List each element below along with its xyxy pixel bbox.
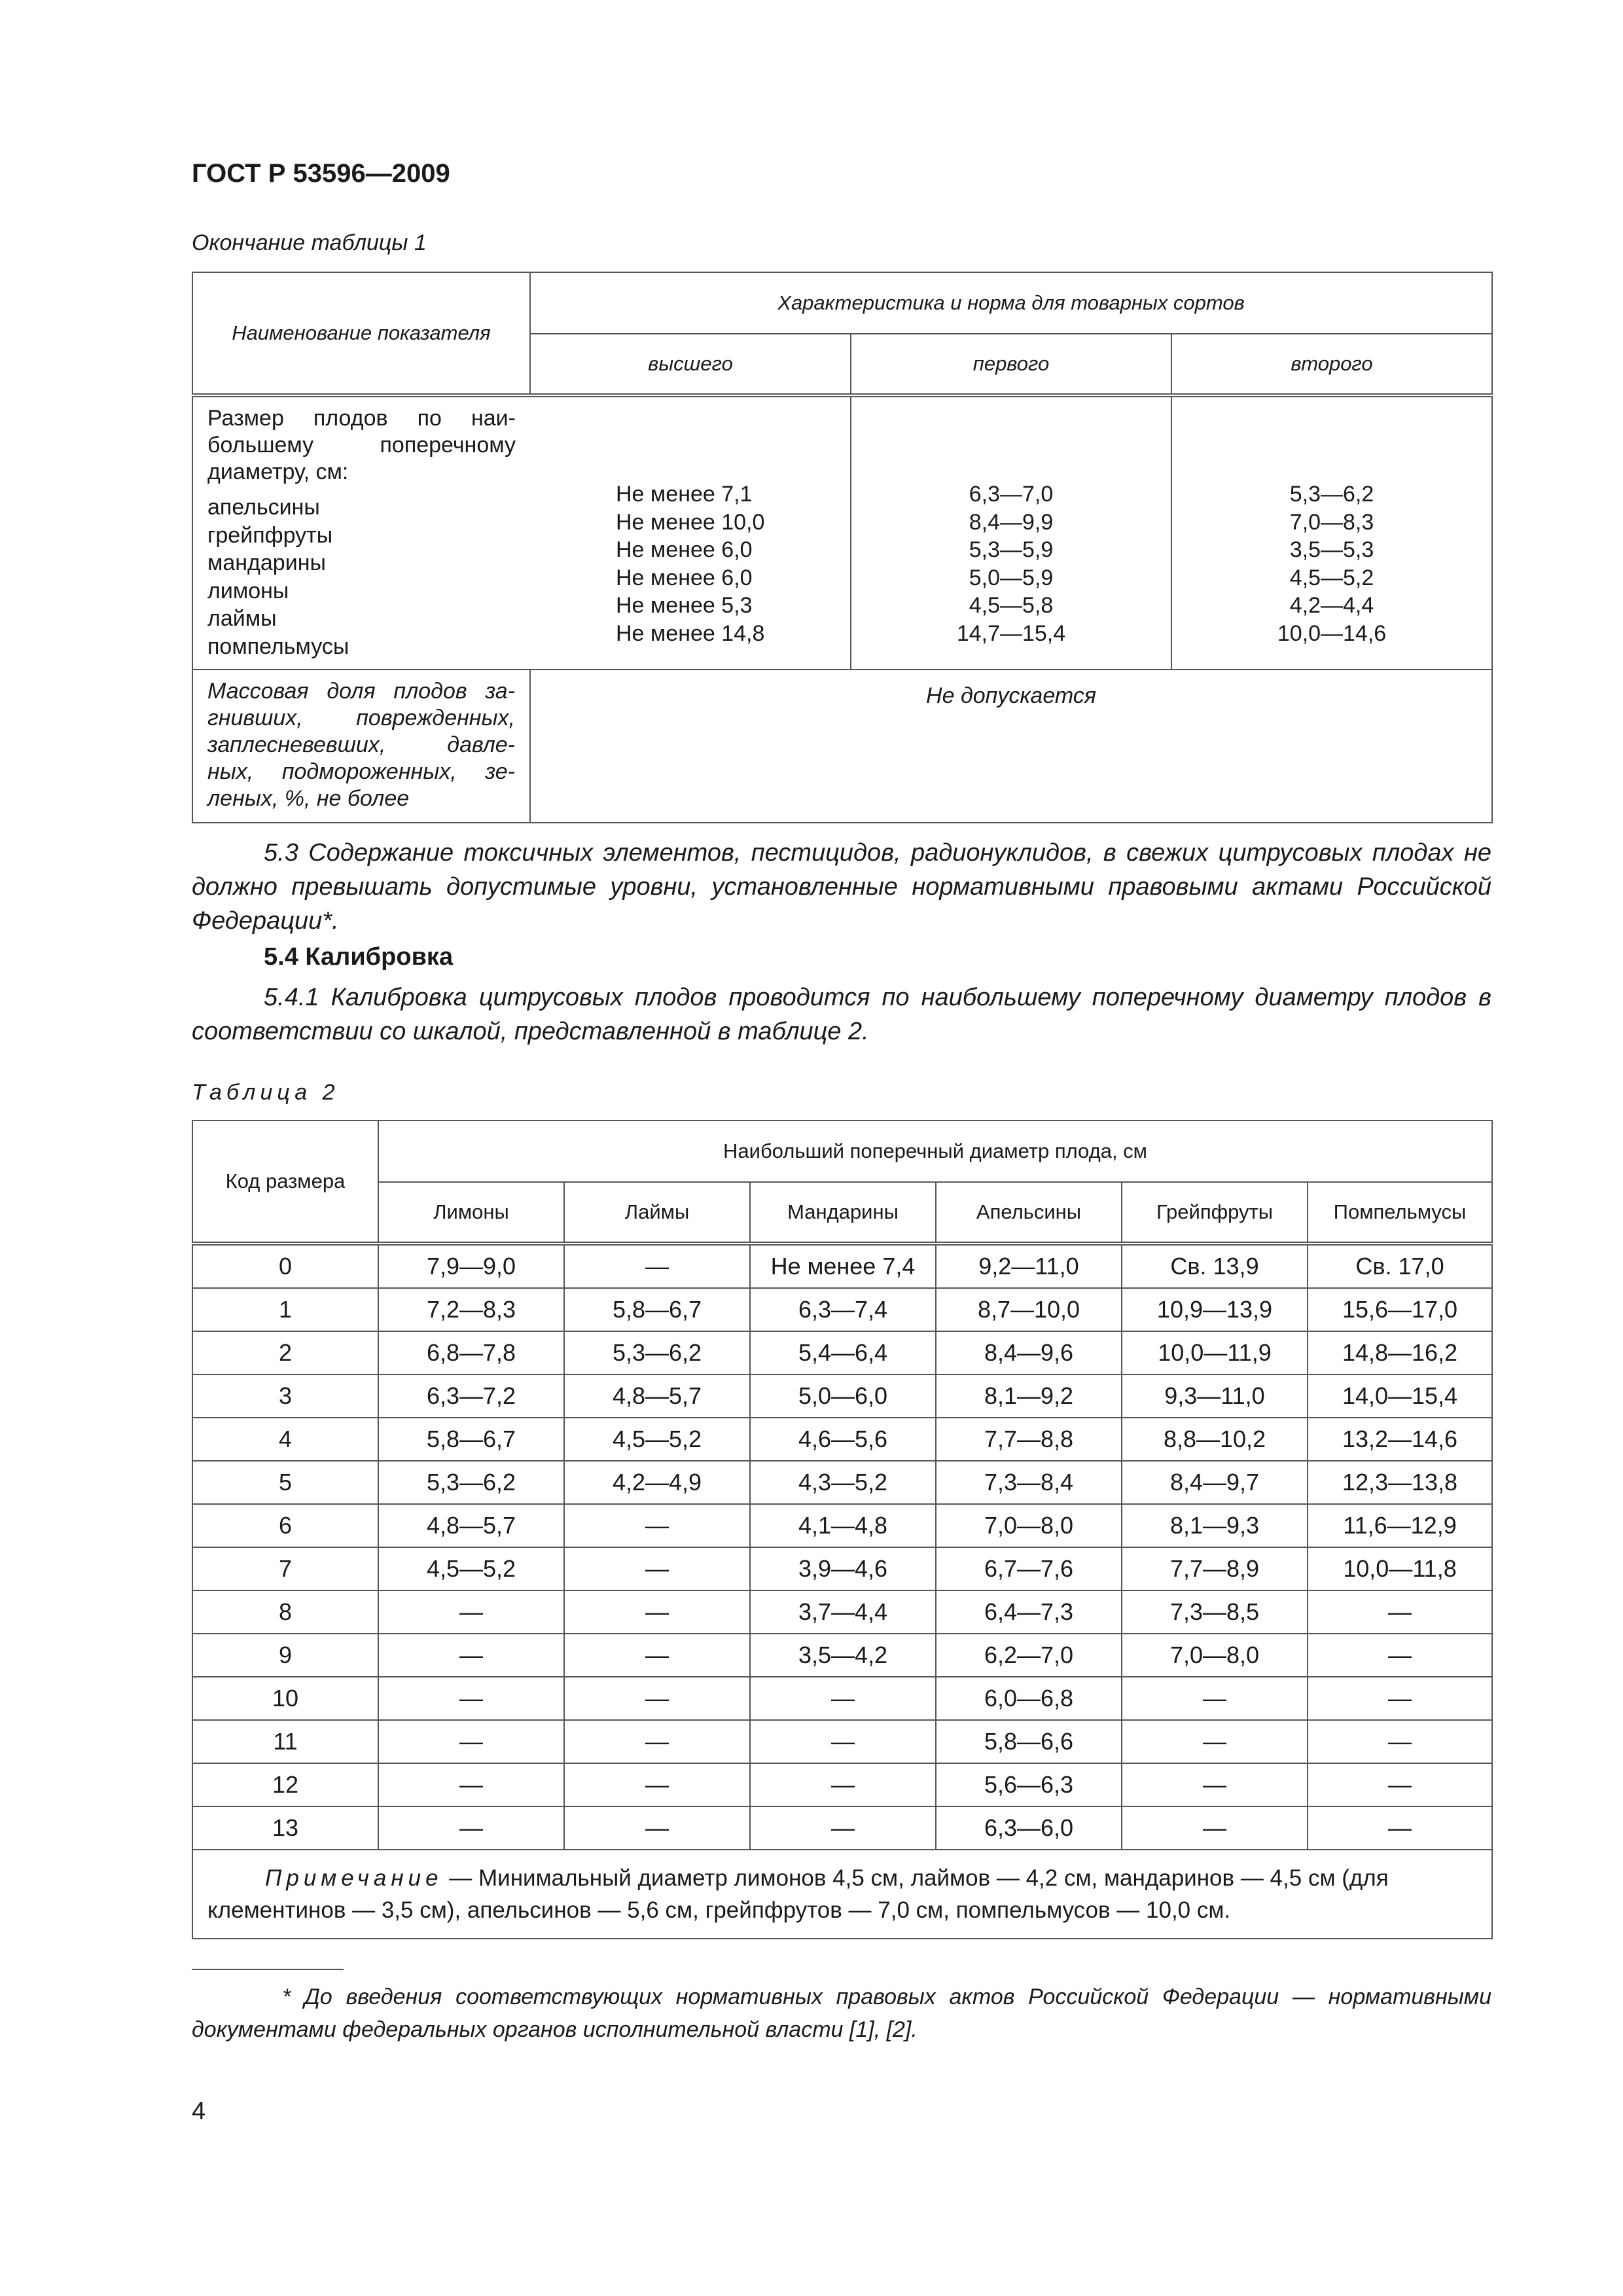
footnote bbox=[192, 1981, 1491, 2046]
cell-oranges: 6,4—7,3 bbox=[936, 1590, 1122, 1634]
second-value: 4,2—4,4 bbox=[1289, 593, 1374, 618]
cell-mandarins: 6,3—7,4 bbox=[750, 1288, 936, 1331]
second-value: 10,0—14,6 bbox=[1277, 620, 1387, 646]
cell-code: 12 bbox=[192, 1763, 378, 1806]
cell-mandarins: Не менее 7,4 bbox=[750, 1244, 936, 1288]
cell-lemons: — bbox=[378, 1590, 564, 1634]
table-row bbox=[192, 1590, 1492, 1634]
cell-code: 6 bbox=[192, 1504, 378, 1547]
cell-lemons: — bbox=[378, 1763, 564, 1806]
second-value: 3,5—5,3 bbox=[1289, 537, 1374, 562]
table2-body bbox=[192, 1244, 1492, 1939]
highest-value: Не менее 14,8 bbox=[616, 620, 765, 646]
section-5-4-title: 5.4 Калибровка bbox=[264, 943, 454, 971]
cell-pomelos: — bbox=[1308, 1677, 1492, 1720]
cell-mandarins: — bbox=[750, 1806, 936, 1850]
table1-caption: Окончание таблицы 1 bbox=[192, 230, 427, 255]
cell-code: 1 bbox=[192, 1288, 378, 1331]
cell-pomelos: — bbox=[1308, 1590, 1492, 1634]
cell-code: 8 bbox=[192, 1590, 378, 1634]
size-label-line: Размер плодов по наи- bbox=[207, 406, 516, 431]
table1-first-cell bbox=[851, 395, 1171, 670]
cell-code: 2 bbox=[192, 1331, 378, 1374]
cell-grapefruits: 9,3—11,0 bbox=[1122, 1374, 1308, 1418]
cell-limes: — bbox=[564, 1634, 750, 1677]
table-row bbox=[192, 1461, 1492, 1504]
first-value: 5,3—5,9 bbox=[969, 537, 1054, 562]
table2-note-text: — Минимальный диаметр лимонов 4,5 см, лаймов — 4,2 см, мандаринов — 4,5 см (для клементинов — 3,5 см), апельсинов — 5,6 см, грейпфрутов — 7,0 см, помпельмусов — 10,0 см. bbox=[207, 1865, 1389, 1923]
size-label-line: диаметру, см: bbox=[207, 459, 349, 484]
cell-limes: — bbox=[564, 1547, 750, 1590]
first-value: 5,0—5,9 bbox=[969, 565, 1054, 590]
cell-mandarins: 4,3—5,2 bbox=[750, 1461, 936, 1504]
fruit-name: помпельмусы bbox=[207, 634, 349, 659]
section-5-3-paragraph bbox=[192, 836, 1491, 938]
table2 bbox=[192, 1120, 1493, 1939]
mass-label-line: леных, %, не более bbox=[207, 786, 410, 811]
cell-pomelos: — bbox=[1308, 1806, 1492, 1850]
cell-lemons: 4,5—5,2 bbox=[378, 1547, 564, 1590]
table1-mass-name-cell bbox=[192, 670, 530, 823]
cell-code: 13 bbox=[192, 1806, 378, 1850]
cell-oranges: 8,1—9,2 bbox=[936, 1374, 1122, 1418]
cell-mandarins: 3,5—4,2 bbox=[750, 1634, 936, 1677]
table-row bbox=[192, 1331, 1492, 1374]
cell-pomelos: 15,6—17,0 bbox=[1308, 1288, 1492, 1331]
section-5-3-text: 5.3 Содержание токсичных элементов, пестицидов, радионуклидов, в свежих цитрусовых плодах не должно превышать допустимые уровни, установленные нормативными правовыми актами Российской Федерации*. bbox=[192, 839, 1491, 935]
cell-mandarins: — bbox=[750, 1763, 936, 1806]
table2-header-group: Наибольший поперечный диаметр плода, см bbox=[378, 1121, 1492, 1182]
cell-lemons: 7,9—9,0 bbox=[378, 1244, 564, 1288]
cell-code: 4 bbox=[192, 1418, 378, 1461]
cell-lemons: 7,2—8,3 bbox=[378, 1288, 564, 1331]
table1-second-cell bbox=[1171, 395, 1492, 670]
table1-mass-value: Не допускается bbox=[530, 670, 1492, 823]
table2-header-limes: Лаймы bbox=[564, 1182, 750, 1244]
cell-mandarins: 5,4—6,4 bbox=[750, 1331, 936, 1374]
cell-pomelos: 10,0—11,8 bbox=[1308, 1547, 1492, 1590]
table-row bbox=[192, 1504, 1492, 1547]
section-5-4-1-paragraph bbox=[192, 980, 1491, 1049]
mass-label-line: гнивших, поврежденных, bbox=[207, 706, 515, 730]
cell-limes: — bbox=[564, 1763, 750, 1806]
cell-oranges: 8,7—10,0 bbox=[936, 1288, 1122, 1331]
table1-header-grade-highest: высшего bbox=[530, 334, 851, 395]
cell-mandarins: — bbox=[750, 1677, 936, 1720]
table-row bbox=[192, 1288, 1492, 1331]
cell-limes: 4,8—5,7 bbox=[564, 1374, 750, 1418]
table1-header-grade-second: второго bbox=[1171, 334, 1492, 395]
cell-grapefruits: Св. 13,9 bbox=[1122, 1244, 1308, 1288]
cell-lemons: — bbox=[378, 1634, 564, 1677]
cell-limes: — bbox=[564, 1677, 750, 1720]
cell-limes: 5,8—6,7 bbox=[564, 1288, 750, 1331]
cell-pomelos: — bbox=[1308, 1763, 1492, 1806]
cell-grapefruits: 8,8—10,2 bbox=[1122, 1418, 1308, 1461]
cell-mandarins: 4,6—5,6 bbox=[750, 1418, 936, 1461]
table1-header-name: Наименование показателя bbox=[192, 272, 530, 395]
second-value: 5,3—6,2 bbox=[1289, 482, 1374, 507]
cell-limes: 4,2—4,9 bbox=[564, 1461, 750, 1504]
cell-lemons: — bbox=[378, 1806, 564, 1850]
cell-code: 0 bbox=[192, 1244, 378, 1288]
cell-mandarins: 4,1—4,8 bbox=[750, 1504, 936, 1547]
table-row bbox=[192, 1720, 1492, 1763]
table1-size-name-cell bbox=[192, 395, 530, 670]
cell-code: 7 bbox=[192, 1547, 378, 1590]
first-value: 14,7—15,4 bbox=[956, 620, 1066, 646]
cell-lemons: — bbox=[378, 1720, 564, 1763]
highest-value: Не менее 7,1 bbox=[616, 482, 753, 507]
cell-grapefruits: 8,1—9,3 bbox=[1122, 1504, 1308, 1547]
cell-oranges: 6,0—6,8 bbox=[936, 1677, 1122, 1720]
cell-grapefruits: 7,3—8,5 bbox=[1122, 1590, 1308, 1634]
cell-code: 5 bbox=[192, 1461, 378, 1504]
table-row bbox=[192, 1547, 1492, 1590]
fruit-name: мандарины bbox=[207, 550, 326, 575]
cell-mandarins: 5,0—6,0 bbox=[750, 1374, 936, 1418]
cell-limes: — bbox=[564, 1720, 750, 1763]
table2-header-code: Код размера bbox=[192, 1121, 378, 1244]
table1-header-grade-first: первого bbox=[851, 334, 1171, 395]
cell-code: 11 bbox=[192, 1720, 378, 1763]
table2-note-label: Примечание bbox=[265, 1865, 443, 1891]
cell-grapefruits: — bbox=[1122, 1720, 1308, 1763]
fruit-name: лаймы bbox=[207, 606, 277, 631]
fruit-name: апельсины bbox=[207, 495, 320, 520]
highest-value: Не менее 6,0 bbox=[616, 565, 753, 590]
table-row bbox=[192, 1418, 1492, 1461]
cell-oranges: 9,2—11,0 bbox=[936, 1244, 1122, 1288]
cell-grapefruits: 10,9—13,9 bbox=[1122, 1288, 1308, 1331]
table2-header-lemons: Лимоны bbox=[378, 1182, 564, 1244]
cell-lemons: 6,8—7,8 bbox=[378, 1331, 564, 1374]
cell-lemons: 4,8—5,7 bbox=[378, 1504, 564, 1547]
cell-pomelos: 13,2—14,6 bbox=[1308, 1418, 1492, 1461]
table-row bbox=[192, 1763, 1492, 1806]
cell-code: 9 bbox=[192, 1634, 378, 1677]
table2-header-mandarins: Мандарины bbox=[750, 1182, 936, 1244]
table-row bbox=[192, 1806, 1492, 1850]
highest-value: Не менее 10,0 bbox=[616, 509, 765, 535]
table-row bbox=[192, 1244, 1492, 1288]
cell-pomelos: 11,6—12,9 bbox=[1308, 1504, 1492, 1547]
cell-code: 3 bbox=[192, 1374, 378, 1418]
cell-lemons: 5,8—6,7 bbox=[378, 1418, 564, 1461]
cell-grapefruits: 7,7—8,9 bbox=[1122, 1547, 1308, 1590]
cell-lemons: — bbox=[378, 1677, 564, 1720]
cell-oranges: 8,4—9,6 bbox=[936, 1331, 1122, 1374]
table2-note bbox=[192, 1850, 1492, 1939]
table2-header-oranges: Апельсины bbox=[936, 1182, 1122, 1244]
first-value: 6,3—7,0 bbox=[969, 482, 1054, 507]
highest-value: Не менее 6,0 bbox=[616, 537, 753, 562]
table-row bbox=[192, 1634, 1492, 1677]
cell-grapefruits: — bbox=[1122, 1806, 1308, 1850]
cell-limes: — bbox=[564, 1244, 750, 1288]
cell-oranges: 7,0—8,0 bbox=[936, 1504, 1122, 1547]
mass-label-line: заплесневевших, давле- bbox=[207, 732, 515, 757]
cell-lemons: 5,3—6,2 bbox=[378, 1461, 564, 1504]
table-row bbox=[192, 1374, 1492, 1418]
table-row bbox=[192, 1677, 1492, 1720]
cell-pomelos: 12,3—13,8 bbox=[1308, 1461, 1492, 1504]
size-label-line: большему поперечному bbox=[207, 433, 516, 457]
cell-oranges: 5,6—6,3 bbox=[936, 1763, 1122, 1806]
mass-label-line: ных, подмороженных, зе- bbox=[207, 759, 515, 784]
cell-lemons: 6,3—7,2 bbox=[378, 1374, 564, 1418]
second-value: 7,0—8,3 bbox=[1289, 509, 1374, 535]
mass-label-line: Массовая доля плодов за- bbox=[207, 679, 515, 704]
cell-pomelos: 14,8—16,2 bbox=[1308, 1331, 1492, 1374]
cell-limes: — bbox=[564, 1806, 750, 1850]
cell-grapefruits: 10,0—11,9 bbox=[1122, 1331, 1308, 1374]
cell-oranges: 7,3—8,4 bbox=[936, 1461, 1122, 1504]
table2-header-grapefruits: Грейпфруты bbox=[1122, 1182, 1308, 1244]
first-value: 8,4—9,9 bbox=[969, 509, 1054, 535]
cell-limes: 5,3—6,2 bbox=[564, 1331, 750, 1374]
cell-grapefruits: — bbox=[1122, 1677, 1308, 1720]
cell-mandarins: 3,9—4,6 bbox=[750, 1547, 936, 1590]
cell-oranges: 6,7—7,6 bbox=[936, 1547, 1122, 1590]
table1-highest-values bbox=[530, 480, 850, 647]
cell-grapefruits: 8,4—9,7 bbox=[1122, 1461, 1308, 1504]
table1-fruit-list bbox=[207, 493, 516, 660]
footnote-text: * До введения соответствующих нормативных правовых актов Российской Федерации — нормативными документами федеральных органов исполнительной власти [1], [2]. bbox=[192, 1984, 1491, 2042]
cell-pomelos: — bbox=[1308, 1634, 1492, 1677]
table2-caption: Таблица 2 bbox=[192, 1080, 340, 1105]
table1 bbox=[192, 272, 1493, 823]
first-value: 4,5—5,8 bbox=[969, 593, 1054, 618]
document-title: ГОСТ Р 53596—2009 bbox=[192, 159, 450, 188]
footnote-divider bbox=[192, 1969, 344, 1970]
table1-second-values bbox=[1172, 480, 1491, 647]
cell-code: 10 bbox=[192, 1677, 378, 1720]
cell-grapefruits: — bbox=[1122, 1763, 1308, 1806]
table2-header-pomelos: Помпельмусы bbox=[1308, 1182, 1492, 1244]
cell-oranges: 6,3—6,0 bbox=[936, 1806, 1122, 1850]
section-5-4-1-text: 5.4.1 Калибровка цитрусовых плодов проводится по наибольшему поперечному диаметру плодов в соответствии со шкалой, представленной в таблице 2. bbox=[192, 984, 1491, 1045]
cell-oranges: 7,7—8,8 bbox=[936, 1418, 1122, 1461]
table1-first-values bbox=[851, 480, 1171, 647]
cell-grapefruits: 7,0—8,0 bbox=[1122, 1634, 1308, 1677]
cell-pomelos: — bbox=[1308, 1720, 1492, 1763]
cell-limes: — bbox=[564, 1590, 750, 1634]
cell-mandarins: 3,7—4,4 bbox=[750, 1590, 936, 1634]
highest-value: Не менее 5,3 bbox=[616, 593, 753, 618]
cell-pomelos: Св. 17,0 bbox=[1308, 1244, 1492, 1288]
cell-limes: 4,5—5,2 bbox=[564, 1418, 750, 1461]
cell-oranges: 5,8—6,6 bbox=[936, 1720, 1122, 1763]
table1-highest-cell bbox=[530, 395, 851, 670]
fruit-name: лимоны bbox=[207, 578, 289, 603]
page-number: 4 bbox=[192, 2098, 206, 2125]
cell-mandarins: — bbox=[750, 1720, 936, 1763]
fruit-name: грейпфруты bbox=[207, 522, 333, 548]
cell-limes: — bbox=[564, 1504, 750, 1547]
cell-pomelos: 14,0—15,4 bbox=[1308, 1374, 1492, 1418]
cell-oranges: 6,2—7,0 bbox=[936, 1634, 1122, 1677]
second-value: 4,5—5,2 bbox=[1289, 565, 1374, 590]
table1-header-group: Характеристика и норма для товарных сортов bbox=[530, 272, 1492, 334]
